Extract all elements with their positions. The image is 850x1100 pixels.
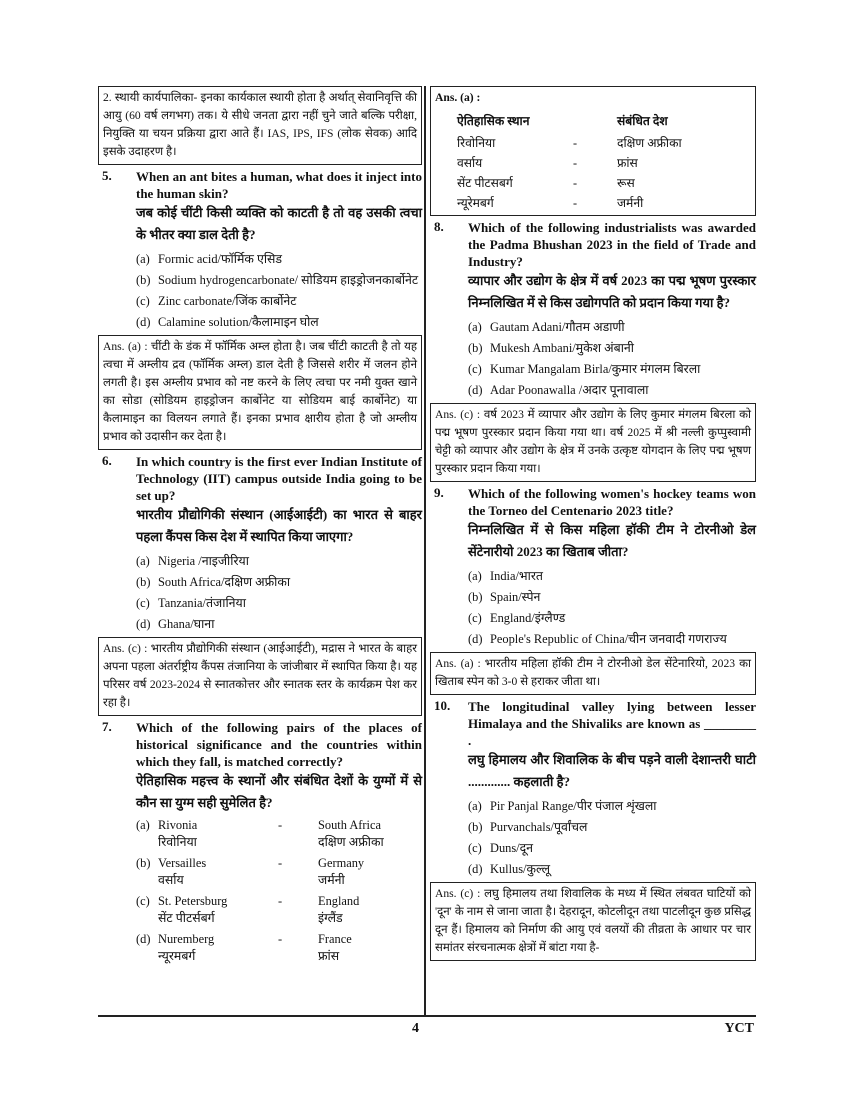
country — [318, 817, 422, 851]
option-label: (d) — [468, 862, 483, 876]
place-en: St. Petersburg — [158, 894, 228, 908]
q2-answer-tail: 2. स्थायी कार्यपालिका- इनका कार्यकाल स्थायी होता है अर्थात् सेवानिवृत्ति की आयु (60 वर्ष लगभग) तक। ये सीधे जनता द्वारा नहीं चुने जाते बल्कि परीक्षा, नियुक्ति या चयन प्रक्रिया द्वारा आते हैं। IAS, IPS, IFS (लोक सेवक) आदि इसके उदाहरण है। — [98, 86, 422, 165]
option-text: Formic acid/फॉर्मिक एसिड — [158, 252, 283, 266]
question-number: 7. — [102, 719, 112, 734]
options — [136, 249, 422, 333]
question-8 — [430, 219, 756, 482]
footer-rule — [98, 1015, 756, 1017]
option-label: (b) — [468, 341, 483, 355]
country-hi: दक्षिण अफ्रीका — [318, 835, 384, 849]
pair-option — [136, 817, 422, 851]
question-text-hi: लघु हिमालय और शिवालिक के बीच पड़ने वाली देशान्तरी घाटी ............. कहलाती है? — [468, 752, 756, 789]
option-text: People's Republic of China/चीन जनवादी गणराज्य — [490, 632, 727, 646]
table-cell: रूस — [617, 176, 635, 190]
option — [136, 614, 422, 635]
option-text: Gautam Adani/गौतम अडाणी — [490, 320, 625, 334]
left-column — [98, 86, 422, 969]
option-label: (d) — [468, 383, 483, 397]
option — [468, 338, 756, 359]
table-row — [457, 193, 751, 213]
pair-dash: - — [278, 818, 283, 832]
option — [136, 572, 422, 593]
option-label: (d) — [468, 632, 483, 646]
question-8-stem — [430, 219, 756, 314]
option — [468, 566, 756, 587]
option — [468, 838, 756, 859]
option — [468, 587, 756, 608]
place-hi: वर्साय — [158, 873, 184, 887]
option-label: (a) — [468, 320, 482, 334]
answer-box: Ans. (a) : चींटी के डंक में फॉर्मिक अम्ल होता है। जब चींटी काटती है तो यह त्वचा में अम्लीय द्रव (फॉर्मिक अम्ल) डाल देती है जिससे शरीर में जलन होने लगती है। इस अम्लीय प्रभाव को नष्ट करने के लिए त्वचा पर नमी युक्त खाने का सोडा (सोडियम हाइड्रोजन कार्बोनेट या सोडियम बाई कार्बोनेट) या कैलामाइन का विलयन लगाते हैं। इनका प्रभाव क्षारीय होता है जो अम्लीय प्रभाव को उदासीन कर देता है। — [98, 335, 422, 450]
answer-label: Ans. (a) : — [435, 91, 481, 104]
option — [468, 796, 756, 817]
table-cell: - — [573, 176, 578, 190]
country — [318, 931, 422, 965]
option-text: Nigeria /नाइजीरिया — [158, 554, 249, 568]
option-text: India/भारत — [490, 569, 543, 583]
question-number: 5. — [102, 168, 112, 183]
answer-box: Ans. (c) : भारतीय प्रौद्योगिकी संस्थान (आईआईटी), मद्रास ने भारत के बाहर अपना पहला अंतर्राष्ट्रीय कैंपस तंजानिया के जांजीबार में स्थापित किया है। यह परिसर वर्ष 2023-2024 से स्नातकोत्तर और स्नातक स्तर के कार्यक्रम पेश कर रहा है। — [98, 637, 422, 716]
table-row — [457, 133, 751, 153]
country-hi: इंग्लैंड — [318, 911, 343, 925]
question-text-en: Which of the following women's hockey teams won the Torneo del Centenario 2023 title? — [468, 486, 756, 518]
option-label: (c) — [468, 362, 482, 376]
answer-box: Ans. (a) : भारतीय महिला हॉकी टीम ने टोरनीओ डेल सेंटेनारियो, 2023 का खिताब स्पेन को 3-0 से हराकर जीता था। — [430, 652, 756, 695]
option — [468, 859, 756, 880]
option-text: Duns/दून — [490, 841, 534, 855]
option-text: Purvanchals/पूर्वांचल — [490, 820, 588, 834]
question-number: 8. — [434, 219, 444, 234]
question-5-stem — [98, 168, 422, 246]
options — [468, 317, 756, 401]
country-en: France — [318, 932, 352, 946]
answer-box: Ans. (c) : वर्ष 2023 में व्यापार और उद्योग के लिए कुमार मंगलम बिरला को पद्म भूषण पुरस्कार प्रदान किया गया था। वर्ष 2025 में श्री नल्ली कुप्पुस्वामी चेट्टी को व्यापार और उद्योग के क्षेत्र में उनके उत्कृष्ट योगदान के लिए पद्म भूषण पुरस्कार प्रदान किया गया। — [430, 403, 756, 482]
place — [158, 817, 278, 851]
pair-dash: - — [278, 894, 283, 908]
option-text: Zinc carbonate/जिंक कार्बोनेट — [158, 294, 297, 308]
table-cell: - — [573, 136, 578, 150]
table-cell: सेंट पीटसबर्ग — [457, 176, 513, 190]
brand-label: YCT — [724, 1021, 754, 1036]
option — [136, 551, 422, 572]
table-row — [457, 173, 751, 193]
option-label: (c) — [136, 894, 150, 908]
option-label: (d) — [136, 315, 151, 329]
option-label: (d) — [136, 617, 151, 631]
place — [158, 931, 278, 965]
column-divider — [424, 86, 426, 1016]
option-label: (a) — [136, 252, 150, 266]
country-en: South Africa — [318, 818, 381, 832]
option-label: (a) — [468, 569, 482, 583]
table-cell: न्यूरेमबर्ग — [457, 196, 494, 210]
table-row — [457, 153, 751, 173]
question-7-stem — [98, 719, 422, 814]
place-hi: रिवोनिया — [158, 835, 197, 849]
option — [468, 359, 756, 380]
option — [468, 317, 756, 338]
answer-box: Ans. (c) : लघु हिमालय तथा शिवालिक के मध्य में स्थित लंबवत घाटियों को 'दून' के नाम से जाना जाता है। देहरादून, कोटलीदून तथा पाटलीदून कुछ प्रसिद्ध दून हैं। हिमालय को निर्माण की आयु एवं वलयों की तीव्रता के आधार पर चार समांतर संरचनात्मक क्षेत्रों में बांटा गया है- — [430, 882, 756, 961]
country — [318, 855, 422, 889]
country-hi: जर्मनी — [318, 873, 345, 887]
option-label: (d) — [136, 932, 151, 946]
country-hi: फ्रांस — [318, 949, 340, 963]
question-text-hi: निम्नलिखित में से किस महिला हॉकी टीम ने टोरनीओ डेल सेंटेनारीयो 2023 का खिताब जीता? — [468, 522, 756, 559]
question-6-stem — [98, 453, 422, 548]
question-9-stem — [430, 485, 756, 563]
table-cell: वर्साय — [457, 156, 483, 170]
table-cell: फ्रांस — [617, 156, 638, 170]
option-text: Sodium hydrogencarbonate/ सोडियम हाइड्रोजनकार्बोनेट — [158, 273, 419, 287]
pair-option — [136, 931, 422, 965]
option — [136, 291, 422, 312]
option — [468, 817, 756, 838]
place — [158, 893, 278, 927]
option — [468, 629, 756, 650]
options — [468, 796, 756, 880]
right-column — [430, 86, 756, 964]
options — [468, 566, 756, 650]
page-number: 4 — [412, 1021, 419, 1036]
pair-option — [136, 893, 422, 927]
option-label: (b) — [136, 856, 151, 870]
table-header-country: संबंधित देश — [617, 114, 668, 128]
question-text-en: Which of the following industrialists was awarded the Padma Bhushan 2023 in the field of Trade and Industry? — [468, 220, 756, 269]
option-text: South Africa/दक्षिण अफ्रीका — [158, 575, 291, 589]
place — [158, 855, 278, 889]
table-header — [457, 109, 751, 133]
place-en: Nuremberg — [158, 932, 215, 946]
table-cell: - — [573, 156, 578, 170]
option-text: Kullus/कुल्लू — [490, 862, 550, 876]
question-number: 9. — [434, 485, 444, 500]
table-cell: जर्मनी — [617, 196, 644, 210]
place-en: Rivonia — [158, 818, 198, 832]
place-hi: न्यूरमबर्ग — [158, 949, 196, 963]
option-text: Mukesh Ambani/मुकेश अंबानी — [490, 341, 634, 355]
option-text: Calamine solution/कैलामाइन घोल — [158, 315, 319, 329]
option — [136, 312, 422, 333]
option-label: (c) — [136, 294, 150, 308]
option — [136, 270, 422, 291]
option-label: (a) — [136, 818, 150, 832]
option-label: (b) — [136, 273, 151, 287]
option — [468, 608, 756, 629]
page — [98, 86, 756, 1016]
option — [468, 380, 756, 401]
q7-answer-box — [430, 86, 756, 216]
question-text-hi: ऐतिहासिक महत्त्व के स्थानों और संबंधित देशों के युग्मों में से कौन सा युग्म सही सुमेलित है? — [136, 773, 422, 810]
option-label: (b) — [468, 590, 483, 604]
option-label: (a) — [136, 554, 150, 568]
table-cell: दक्षिण अफ्रीका — [617, 136, 682, 150]
option-text: Pir Panjal Range/पीर पंजाल शृंखला — [490, 799, 657, 813]
question-7 — [98, 719, 422, 965]
question-10 — [430, 698, 756, 961]
question-5 — [98, 168, 422, 450]
question-text-en: Which of the following pairs of the places of historical significance and the countries within which they fall, is matched correctly? — [136, 720, 422, 769]
table-cell: रिवोनिया — [457, 136, 496, 150]
option-text: Tanzania/तंजानिया — [158, 596, 246, 610]
option-label: (a) — [468, 799, 482, 813]
question-6 — [98, 453, 422, 716]
country-en: England — [318, 894, 360, 908]
pair-options — [136, 817, 422, 965]
option-label: (b) — [468, 820, 483, 834]
option — [136, 249, 422, 270]
question-text-hi: भारतीय प्रौद्योगिकी संस्थान (आईआईटी) का भारत से बाहर पहला कैंपस किस देश में स्थापित किया जाएगा? — [136, 507, 422, 544]
question-text-en: The longitudinal valley lying between lesser Himalaya and the Shivaliks are known as ________ . — [468, 699, 756, 748]
table-header-place: ऐतिहासिक स्थान — [457, 114, 530, 128]
pair-dash: - — [278, 856, 283, 870]
pair-dash: - — [278, 932, 283, 946]
table-cell: - — [573, 196, 578, 210]
question-text-hi: जब कोई चींटी किसी व्यक्ति को काटती है तो वह उसकी त्वचा के भीतर क्या डाल देती है? — [136, 205, 422, 242]
option-text: Kumar Mangalam Birla/कुमार मंगलम बिरला — [490, 362, 701, 376]
place-hi: सेंट पीटर्सबर्ग — [158, 911, 215, 925]
pair-option — [136, 855, 422, 889]
country — [318, 893, 422, 927]
answer-table — [457, 109, 751, 213]
question-number: 6. — [102, 453, 112, 468]
option-text: England/इंग्लैण्ड — [490, 611, 566, 625]
option-label: (c) — [468, 841, 482, 855]
question-10-stem — [430, 698, 756, 793]
options — [136, 551, 422, 635]
question-text-en: In which country is the first ever Indian Institute of Technology (IIT) campus outside India going to be set up? — [136, 454, 422, 503]
option-text: Ghana/घाना — [158, 617, 215, 631]
question-text-hi: व्यापार और उद्योग के क्षेत्र में वर्ष 2023 का पद्म भूषण पुरस्कार निम्नलिखित में से किस उद्योगपति को प्रदान किया गया है? — [468, 273, 756, 310]
question-number: 10. — [434, 698, 451, 713]
option-label: (c) — [136, 596, 150, 610]
place-en: Versailles — [158, 856, 207, 870]
option-label: (b) — [136, 575, 151, 589]
question-9 — [430, 485, 756, 695]
option-text: Spain/स्पेन — [490, 590, 541, 604]
option-label: (c) — [468, 611, 482, 625]
option — [136, 593, 422, 614]
country-en: Germany — [318, 856, 365, 870]
question-text-en: When an ant bites a human, what does it inject into the human skin? — [136, 169, 422, 201]
option-text: Adar Poonawalla /अदार पूनावाला — [490, 383, 649, 397]
